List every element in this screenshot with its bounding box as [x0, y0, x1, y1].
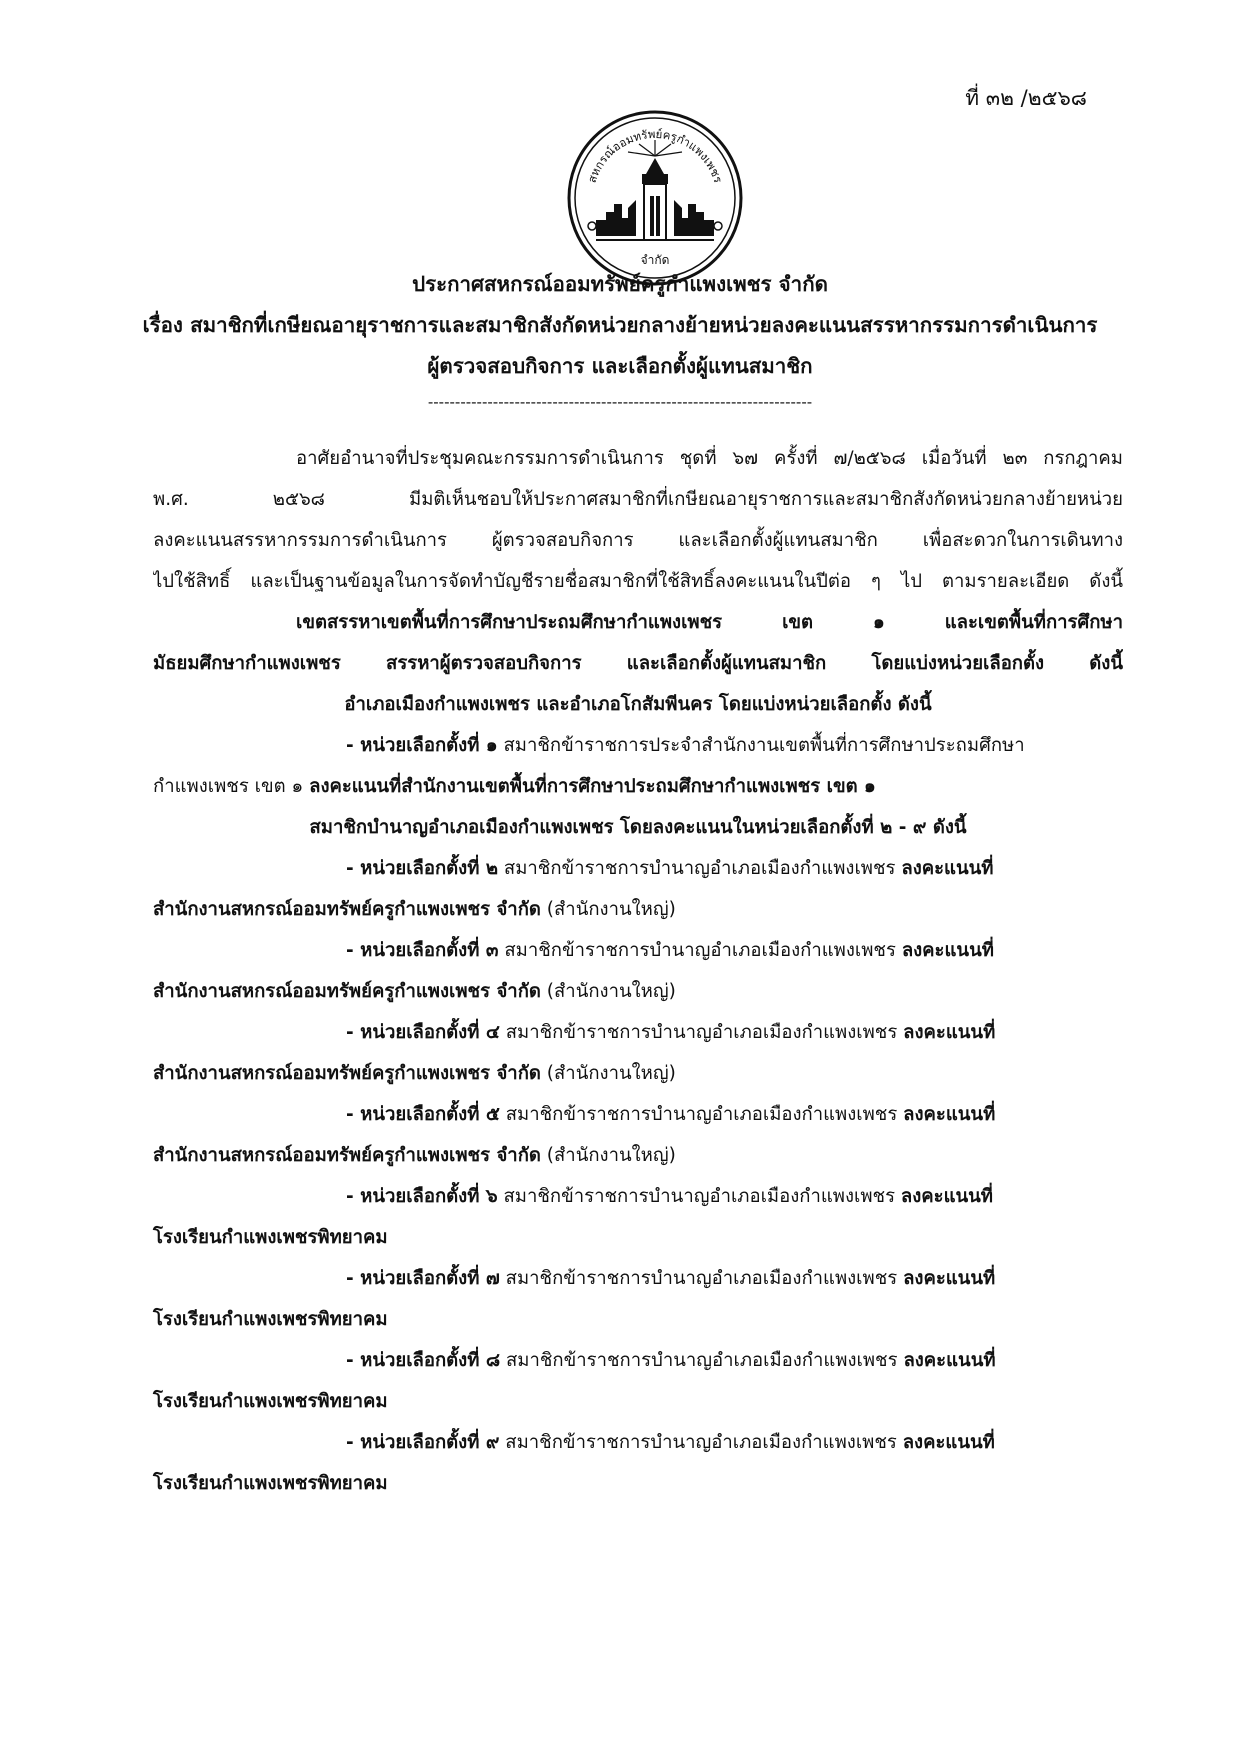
unit-place-note: (สำนักงานใหญ่) — [540, 1145, 676, 1166]
intro-line-3: ลงคะแนนสรรหากรรมการดำเนินการ ผู้ตรวจสอบกิจการ และเลือกตั้งผู้แทนสมาชิก เพื่อสะดวกในการเดินทาง — [153, 530, 1123, 551]
unit-vote-label: ลงคะแนนที่ — [903, 1104, 996, 1125]
unit-place-note: (สำนักงานใหญ่) — [540, 981, 676, 1002]
unit-desc: สมาชิกข้าราชการบำนาญอำเภอเมืองกำแพงเพชร — [499, 1432, 903, 1453]
intro-line-4: ไปใช้สิทธิ์ และเป็นฐานข้อมูลในการจัดทำบัญชีรายชื่อสมาชิกที่ใช้สิทธิ์ลงคะแนนในปีต่อ ๆ ไป ตามรายละเอียด ดังนี้ — [153, 571, 1123, 592]
unit-place-note: (สำนักงานใหญ่) — [540, 899, 676, 920]
unit-desc: สมาชิกข้าราชการบำนาญอำเภอเมืองกำแพงเพชร — [499, 1022, 904, 1043]
unit-place-line — [153, 1299, 1123, 1340]
zone-line-3: อำเภอเมืองกำแพงเพชร และอำเภอโกสัมพีนคร โดยแบ่งหน่วยเลือกตั้ง ดังนี้ — [344, 694, 932, 715]
election-unit-line — [153, 1422, 1123, 1463]
unit-desc: สมาชิกข้าราชการบำนาญอำเภอเมืองกำแพงเพชร — [498, 858, 902, 879]
election-unit-line — [153, 1258, 1123, 1299]
unit-label: - หน่วยเลือกตั้งที่ ๓ — [346, 940, 499, 961]
unit-desc: สมาชิกข้าราชการบำนาญอำเภอเมืองกำแพงเพชร — [500, 1350, 904, 1371]
unit-place: สำนักงานสหกรณ์ออมทรัพย์ครูกำแพงเพชร จำกัด — [153, 1063, 541, 1084]
unit-desc: สมาชิกข้าราชการบำนาญอำเภอเมืองกำแพงเพชร — [498, 940, 902, 961]
unit-place: สำนักงานสหกรณ์ออมทรัพย์ครูกำแพงเพชร จำกัด — [153, 981, 541, 1002]
cooperative-seal-icon — [566, 108, 744, 288]
election-unit-entry — [153, 1094, 1123, 1176]
unit-vote-label: ลงคะแนนที่ — [900, 1186, 993, 1207]
unit-label: - หน่วยเลือกตั้งที่ ๒ — [346, 858, 499, 879]
election-unit-entry — [153, 1422, 1123, 1504]
unit-1-label: - หน่วยเลือกตั้งที่ ๑ — [346, 735, 498, 756]
intro-line-1: อาศัยอำนาจที่ประชุมคณะกรรมการดำเนินการ ชุดที่ ๖๗ ครั้งที่ ๗/๒๕๖๘ เมื่อวันที่ ๒๓ กรกฎาคม — [296, 448, 1123, 469]
unit-place-line — [153, 1053, 1123, 1094]
seal-text-top: สหกรณ์ออมทรัพย์ครูกำแพงเพชร — [584, 126, 726, 185]
announcement-body — [153, 438, 1123, 1504]
title-line-2: เรื่อง สมาชิกที่เกษียณอายุราชการและสมาชิกสังกัดหน่วยกลางย้ายหน่วยลงคะแนนสรรหากรรมการดำเนินการ — [142, 313, 1098, 337]
unit-vote-label: ลงคะแนนที่ — [901, 940, 994, 961]
unit-place-line — [153, 1463, 1123, 1504]
unit-vote-label: ลงคะแนนที่ — [901, 858, 994, 879]
unit-label: - หน่วยเลือกตั้งที่ ๗ — [346, 1268, 500, 1289]
seal-text-bottom: จำกัด — [640, 253, 670, 267]
unit-place: สำนักงานสหกรณ์ออมทรัพย์ครูกำแพงเพชร จำกัด — [153, 899, 541, 920]
unit-place: สำนักงานสหกรณ์ออมทรัพย์ครูกำแพงเพชร จำกัด — [153, 1145, 541, 1166]
unit-1-cont-bold: ลงคะแนนที่สำนักงานเขตพื้นที่การศึกษาประถมศึกษากำแพงเพชร เขต ๑ — [309, 776, 876, 797]
unit-1-cont-line — [153, 766, 1123, 807]
election-unit-entry — [153, 848, 1123, 930]
election-unit-line — [153, 1012, 1123, 1053]
unit-vote-label: ลงคะแนนที่ — [903, 1268, 996, 1289]
unit-label: - หน่วยเลือกตั้งที่ ๙ — [346, 1432, 500, 1453]
election-unit-line — [153, 848, 1123, 889]
election-unit-line — [153, 1094, 1123, 1135]
pension-heading: สมาชิกบำนาญอำเภอเมืองกำแพงเพชร โดยลงคะแนนในหน่วยเลือกตั้งที่ ๒ - ๙ ดังนี้ — [309, 817, 967, 838]
title-line-1: ประกาศสหกรณ์ออมทรัพย์ครูกำแพงเพชร จำกัด — [412, 272, 828, 296]
unit-place-line — [153, 1381, 1123, 1422]
unit-label: - หน่วยเลือกตั้งที่ ๘ — [346, 1350, 501, 1371]
zone-line-1: เขตสรรหาเขตพื้นที่การศึกษาประถมศึกษากำแพงเพชร เขต ๑ และเขตพื้นที่การศึกษา — [296, 612, 1123, 633]
election-unit-entry — [153, 930, 1123, 1012]
unit-1-line — [153, 725, 1123, 766]
election-unit-entry — [153, 1176, 1123, 1258]
election-unit-entry — [153, 1258, 1123, 1340]
document-number: ที่ ๓๒ /๒๕๖๘ — [965, 86, 1087, 110]
election-unit-entry — [153, 1012, 1123, 1094]
unit-desc: สมาชิกข้าราชการบำนาญอำเภอเมืองกำแพงเพชร — [499, 1268, 904, 1289]
title-line-3: ผู้ตรวจสอบกิจการ และเลือกตั้งผู้แทนสมาชิก — [427, 354, 813, 378]
zone-line-2: มัธยมศึกษากำแพงเพชร สรรหาผู้ตรวจสอบกิจการ และเลือกตั้งผู้แทนสมาชิก โดยแบ่งหน่วยเลือกตั้ง ดังนี้ — [153, 653, 1123, 674]
unit-place-note: (สำนักงานใหญ่) — [540, 1063, 676, 1084]
announcement-title — [80, 264, 1160, 417]
election-unit-line — [153, 1340, 1123, 1381]
unit-vote-label: ลงคะแนนที่ — [903, 1350, 996, 1371]
unit-place: โรงเรียนกำแพงเพชรพิทยาคม — [153, 1227, 388, 1248]
unit-place-line — [153, 971, 1123, 1012]
unit-desc: สมาชิกข้าราชการบำนาญอำเภอเมืองกำแพงเพชร — [499, 1104, 904, 1125]
unit-desc: สมาชิกข้าราชการบำนาญอำเภอเมืองกำแพงเพชร — [497, 1186, 901, 1207]
unit-place: โรงเรียนกำแพงเพชรพิทยาคม — [153, 1309, 388, 1330]
title-divider: ----------------------------------------------------------------------- — [427, 393, 813, 411]
unit-label: - หน่วยเลือกตั้งที่ ๖ — [346, 1186, 498, 1207]
unit-1-cont-plain: กำแพงเพชร เขต ๑ — [153, 776, 310, 797]
intro-line-2: พ.ศ. ๒๕๖๘ มีมติเห็นชอบให้ประกาศสมาชิกที่เกษียณอายุราชการและสมาชิกสังกัดหน่วยกลางย้ายหน่วย — [153, 489, 1123, 510]
unit-place-line — [153, 1217, 1123, 1258]
election-unit-entry — [153, 1340, 1123, 1422]
unit-vote-label: ลงคะแนนที่ — [903, 1022, 996, 1043]
unit-place-line — [153, 1135, 1123, 1176]
unit-label: - หน่วยเลือกตั้งที่ ๔ — [346, 1022, 500, 1043]
unit-place: โรงเรียนกำแพงเพชรพิทยาคม — [153, 1473, 388, 1494]
election-units-list — [153, 848, 1123, 1504]
unit-1-desc: สมาชิกข้าราชการประจำสำนักงานเขตพื้นที่การศึกษาประถมศึกษา — [497, 735, 1025, 756]
unit-vote-label: ลงคะแนนที่ — [902, 1432, 995, 1453]
unit-place-line — [153, 889, 1123, 930]
election-unit-line — [153, 930, 1123, 971]
unit-place: โรงเรียนกำแพงเพชรพิทยาคม — [153, 1391, 388, 1412]
election-unit-line — [153, 1176, 1123, 1217]
unit-label: - หน่วยเลือกตั้งที่ ๕ — [346, 1104, 500, 1125]
